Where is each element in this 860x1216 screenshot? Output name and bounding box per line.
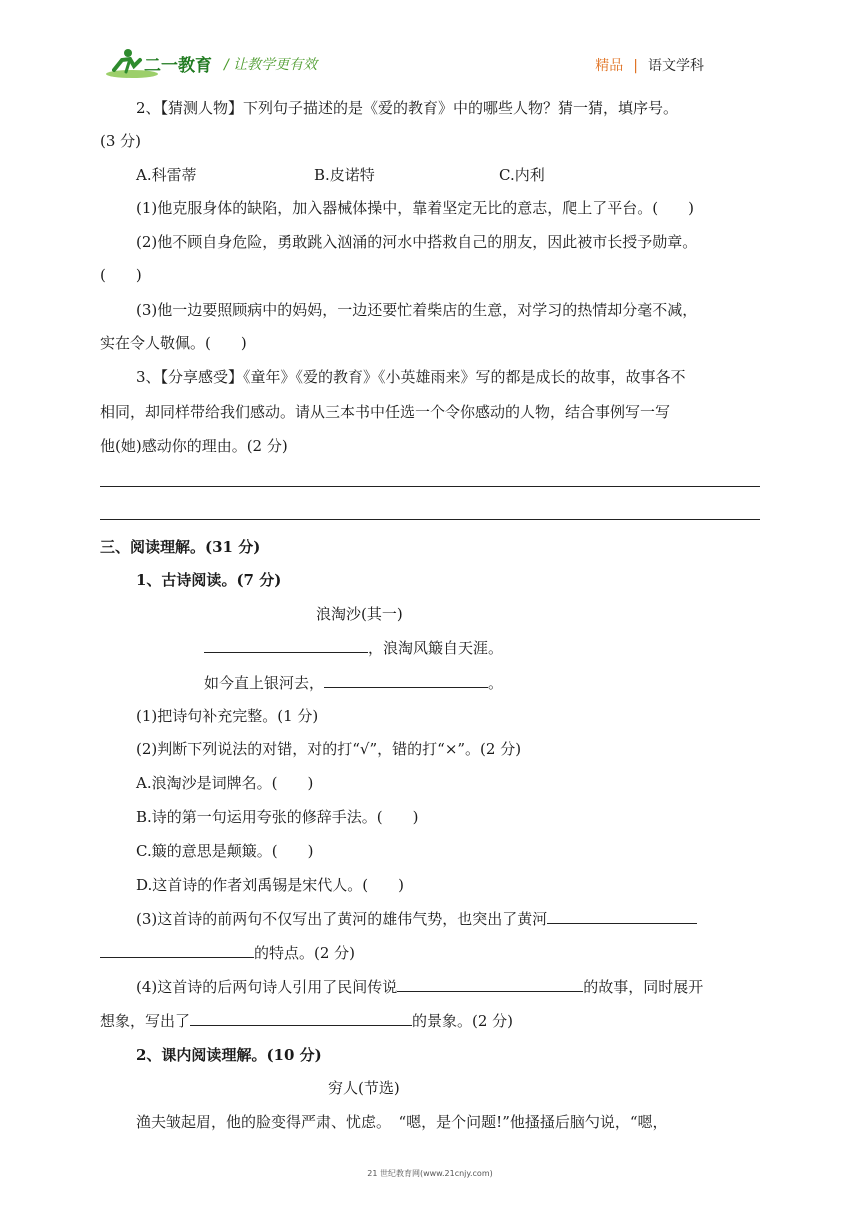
judge-d: D.这首诗的作者刘禹锡是宋代人。( ) [136, 876, 404, 894]
poem-sub-2: (2)判断下列说法的对错，对的打“√”，错的打“×”。(2 分) [136, 740, 522, 758]
poem-line-1-text: ，浪淘风簸自天涯。 [368, 639, 504, 657]
poem-sub-3-end: 的特点。(2 分) [254, 944, 356, 962]
judge-a: A.浪淘沙是词牌名。( ) [136, 774, 314, 792]
poem-blank-2[interactable] [324, 673, 488, 688]
tag-quality: 精品 [595, 58, 624, 74]
header-tags [595, 55, 704, 75]
poem-sub-4-line2-text: 想象，写出了 [100, 1012, 191, 1030]
q2-item-3-line1: (3)他一边要照顾病中的妈妈，一边还要忙着柴店的生意，对学习的热情却分毫不减， [136, 301, 698, 319]
passage-line-1: 渔夫皱起眉，他的脸变得严肃、忧虑。 “嗯，是个问题!”他搔搔后脑勺说，“嗯， [136, 1113, 668, 1131]
poem-sub-3-blank-b[interactable] [100, 943, 254, 958]
poem-sub-4-blank-a[interactable] [397, 977, 583, 992]
poem-sub-4-mid: 的故事，同时展开 [583, 978, 704, 996]
q2-option-c: C.内利 [499, 166, 545, 184]
judge-c: C.簸的意思是颠簸。( ) [136, 842, 314, 860]
poem-sub-4-end: 的景象。(2 分) [412, 1012, 514, 1030]
tag-separator: | [633, 58, 638, 74]
poem-sub-3-blank-a[interactable] [547, 909, 697, 924]
q3-line1: 3、【分享感受】《童年》《爱的教育》《小英雄雨来》写的都是成长的故事，故事各不 [136, 368, 686, 386]
poem-question-title: 1、古诗阅读。(7 分) [136, 571, 282, 589]
q3-line2: 相同，却同样带给我们感动。请从三本书中任选一个令你感动的人物，结合事例写一写 [100, 403, 671, 421]
logo-text: 二一教育 [144, 56, 212, 76]
poem-sub-3-text: (3)这首诗的前两句不仅写出了黄河的雄伟气势，也突出了黄河 [136, 910, 548, 928]
q2-item-2-line2: ( ) [100, 266, 142, 284]
poem-sub-3-line1 [136, 909, 697, 929]
section3-title: 三、阅读理解。(31 分) [100, 538, 261, 556]
logo [104, 46, 216, 80]
answer-line-2[interactable] [100, 519, 760, 520]
q2-item-3-line2: 实在令人敬佩。( ) [100, 334, 247, 352]
poem-line-2-text: 如今直上银河去， [204, 674, 325, 692]
q2-item-2-line1: (2)他不顾自身危险，勇敢跳入汹涌的河水中搭救自己的朋友，因此被市长授予勋章。 [136, 233, 698, 251]
q2-title-line2: (3 分) [100, 132, 142, 150]
poem-line-1 [204, 638, 503, 658]
header-slogan: / 让教学更有效 [224, 57, 318, 73]
poem-sub-4-text: (4)这首诗的后两句诗人引用了民间传说 [136, 978, 398, 996]
poem-sub-1: (1)把诗句补充完整。(1 分) [136, 707, 319, 725]
poem-line-2-end: 。 [488, 674, 504, 692]
q2-item-1: (1)他克服身体的缺陷，加入器械体操中，靠着坚定无比的意志，爬上了平台。( ) [136, 199, 694, 217]
poem-title: 浪淘沙(其一) [316, 605, 403, 623]
poem-sub-3-line2 [100, 943, 355, 963]
judge-b: B.诗的第一句运用夸张的修辞手法。( ) [136, 808, 419, 826]
poem-blank-1[interactable] [204, 638, 368, 653]
poem-sub-4-line2 [100, 1011, 513, 1031]
q2-option-b: B.皮诺特 [314, 166, 375, 184]
q2-title-line1: 2、【猜测人物】下列句子描述的是《爱的教育》中的哪些人物？猜一猜，填序号。 [136, 99, 679, 117]
page-footer: 21 世纪教育网(www.21cnjy.com) [367, 1169, 493, 1178]
tag-subject: 语文学科 [648, 58, 704, 74]
poem-sub-4-blank-b[interactable] [190, 1011, 412, 1026]
poem-line-2 [204, 673, 503, 693]
poem-sub-4-line1 [136, 977, 703, 997]
q3-line3: 他(她)感动你的理由。(2 分) [100, 437, 288, 455]
passage-title: 穷人(节选) [328, 1079, 400, 1097]
reading-question-title: 2、课内阅读理解。(10 分) [136, 1046, 322, 1064]
q2-option-a: A.科雷蒂 [136, 166, 197, 184]
answer-line-1[interactable] [100, 486, 760, 487]
